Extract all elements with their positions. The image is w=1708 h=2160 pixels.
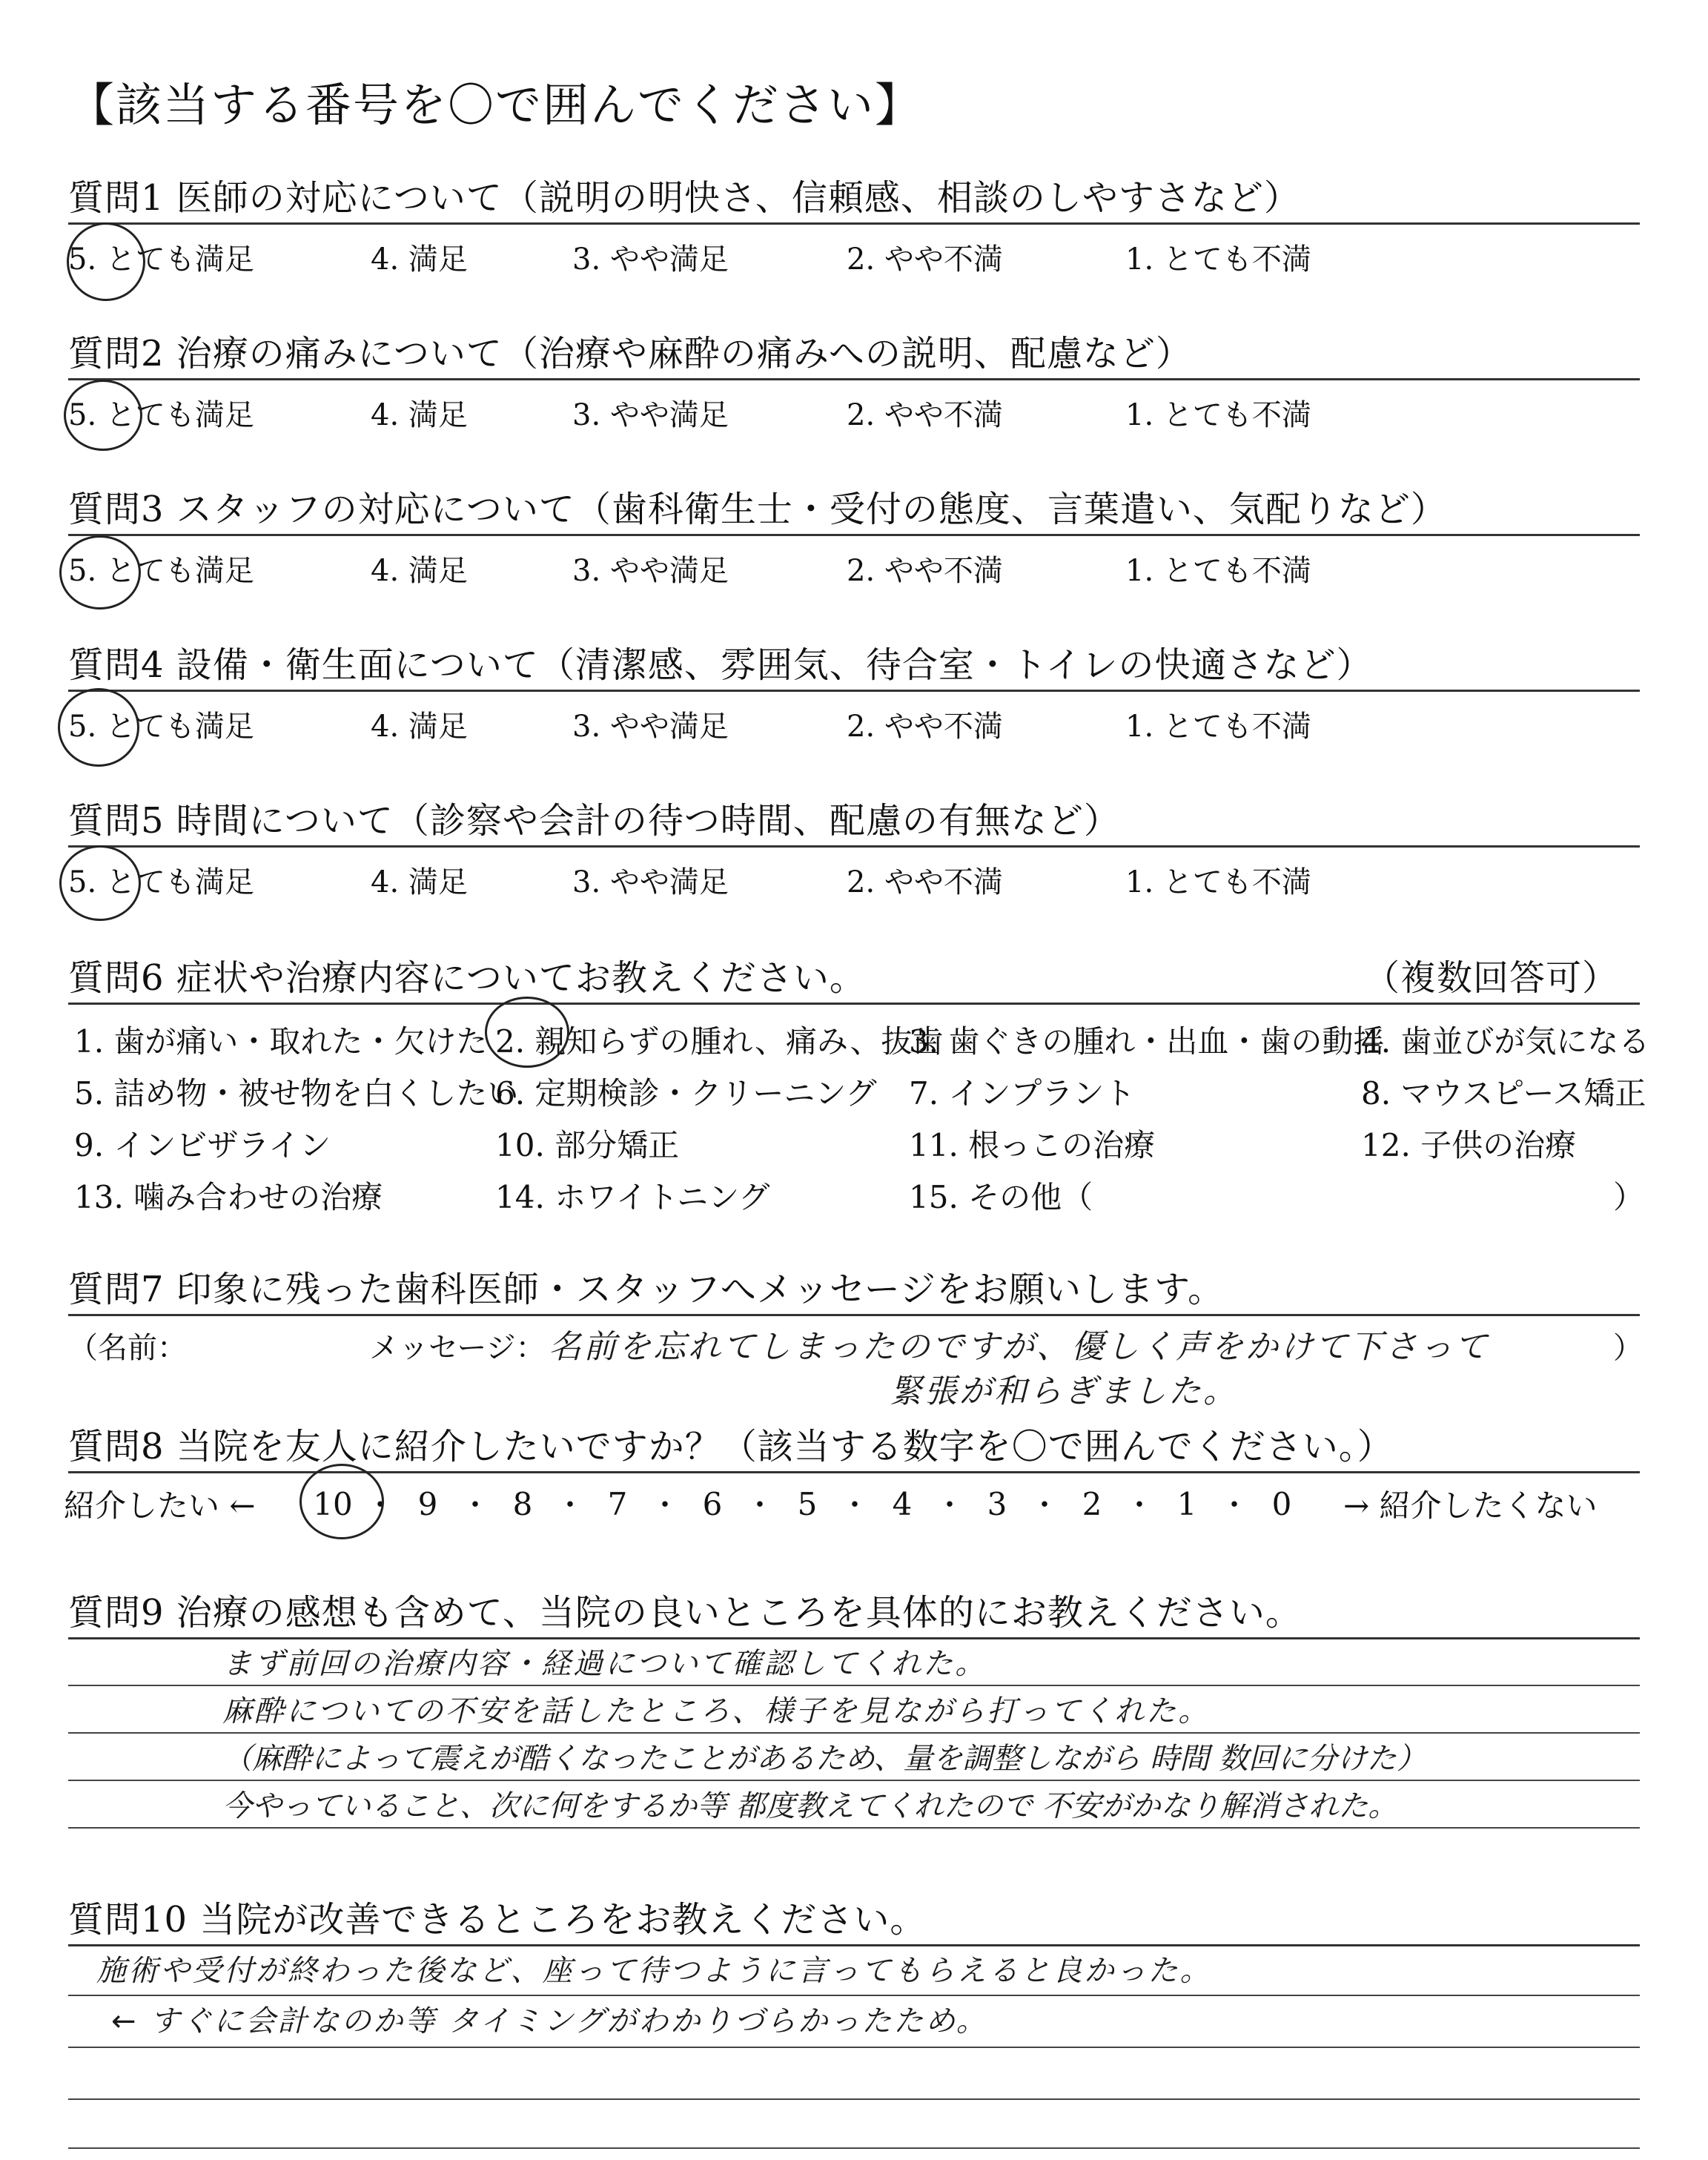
q9-answer-rule-2: [68, 1732, 1640, 1734]
q8-scale-10[interactable]: 10: [313, 1486, 353, 1522]
q10-answer-rule-2: [68, 2047, 1640, 2048]
q6-option-10[interactable]: 10. 部分矯正: [495, 1127, 680, 1163]
q6-option-7[interactable]: 7. インプラント: [909, 1075, 1136, 1112]
q8-selected-circle: [299, 1464, 384, 1539]
q4-label: 質問4 設備・衛生面について（清潔感、雰囲気、待合室・トイレの快適さなど）: [68, 644, 1373, 686]
q8-right-label: → 紹介したくない: [1343, 1487, 1598, 1524]
q6-option-14[interactable]: 14. ホワイトニング: [495, 1179, 770, 1215]
q3-label: 質問3 スタッフの対応について（歯科衛生士・受付の態度、言葉遣い、気配りなど）: [68, 489, 1447, 530]
q8-scale-4[interactable]: 4: [892, 1486, 913, 1522]
q5-option-2[interactable]: 2. やや不満: [847, 865, 1003, 899]
q1-divider: [68, 222, 1640, 225]
q1-option-2[interactable]: 2. やや不満: [847, 242, 1003, 277]
q6-option-6[interactable]: 6. 定期検診・クリーニング: [495, 1075, 877, 1112]
q5-option-4[interactable]: 4. 満足: [371, 865, 468, 899]
q8-separator: ・: [1219, 1488, 1249, 1522]
q8-separator: ・: [935, 1488, 964, 1522]
q10-answer-line-2: ← すぐに会計なのか等 タイミングがわかりづらかったため。: [111, 2004, 988, 2038]
q8-separator: ・: [650, 1488, 680, 1522]
q8-scale-1[interactable]: 1: [1176, 1486, 1197, 1522]
q2-selected-circle: [64, 380, 142, 451]
q3-option-4[interactable]: 4. 満足: [371, 554, 468, 588]
q8-separator: ・: [840, 1488, 870, 1522]
q8-scale-2[interactable]: 2: [1082, 1486, 1102, 1522]
q1-label: 質問1 医師の対応について（説明の明快さ、信頼感、相談のしやすさなど）: [68, 177, 1300, 219]
q3-option-5[interactable]: 5. とても満足: [68, 554, 254, 588]
q8-separator: ・: [555, 1488, 585, 1522]
q8-label: 質問8 当院を友人に紹介したいですか？（該当する数字を〇で囲んでください。）: [68, 1426, 1394, 1467]
q8-left-label: 紹介したい ←: [64, 1487, 256, 1524]
q8-scale-5[interactable]: 5: [797, 1486, 818, 1522]
q9-answer-rule-1: [68, 1685, 1640, 1686]
q9-answer-line-3: （麻酔によって震えが酷くなったことがあるため、量を調整しながら 時間 数回に分けた）: [222, 1742, 1426, 1776]
q6-option-11[interactable]: 11. 根っこの治療: [909, 1127, 1156, 1163]
q5-divider: [68, 845, 1640, 848]
q8-scale: [310, 1482, 1305, 1524]
q8-scale-3[interactable]: 3: [987, 1486, 1007, 1522]
q8-separator: ・: [1125, 1488, 1154, 1522]
q9-answer-rule-4: [68, 1827, 1640, 1829]
q10-answer-rule-4: [68, 2147, 1640, 2149]
q9-answer-line-4: 今やっていること、次に何をするか等 都度教えてくれたので 不安がかなり解消された。: [222, 1789, 1398, 1823]
q4-selected-circle: [58, 688, 139, 767]
q6-option-15-other[interactable]: 15. その他（: [909, 1179, 1093, 1215]
q4-option-5[interactable]: 5. とても満足: [68, 710, 254, 744]
q1-selected-circle: [67, 222, 145, 301]
q1-option-4[interactable]: 4. 満足: [371, 242, 468, 277]
q1-option-5[interactable]: 5. とても満足: [68, 242, 254, 277]
q4-option-4[interactable]: 4. 満足: [371, 710, 468, 744]
q5-option-5[interactable]: 5. とても満足: [68, 865, 254, 899]
q8-separator: ・: [1030, 1488, 1059, 1522]
q6-option-9[interactable]: 9. インビザライン: [74, 1127, 331, 1163]
q2-label: 質問2 治療の痛みについて（治療や麻酔の痛みへの説明、配慮など）: [68, 333, 1192, 374]
q9-label: 質問9 治療の感想も含めて、当院の良いところを具体的にお教えください。: [68, 1592, 1302, 1634]
q6-divider: [68, 1003, 1640, 1005]
q7-message-line-2: 緊張が和らぎました。: [890, 1373, 1238, 1410]
q2-option-5[interactable]: 5. とても満足: [68, 398, 254, 432]
q8-scale-9[interactable]: 9: [417, 1486, 438, 1522]
q5-selected-circle: [59, 845, 141, 921]
q2-divider: [68, 378, 1640, 380]
q10-answer-line-1: 施術や受付が終わった後など、座って待つように言ってもらえると良かった。: [96, 1954, 1212, 1988]
q2-option-3[interactable]: 3. やや満足: [572, 398, 729, 432]
q6-option-13[interactable]: 13. 噛み合わせの治療: [74, 1179, 383, 1215]
q6-label: 質問6 症状や治療内容についてお教えください。: [68, 957, 866, 999]
q7-message-label: メッセージ：: [369, 1331, 546, 1365]
q9-divider: [68, 1637, 1640, 1639]
q5-label: 質問5 時間について（診察や会計の待つ時間、配慮の有無など）: [68, 800, 1120, 842]
q4-option-3[interactable]: 3. やや満足: [572, 710, 729, 744]
q1-option-1[interactable]: 1. とても不満: [1125, 242, 1311, 277]
q3-option-1[interactable]: 1. とても不満: [1125, 554, 1311, 588]
q10-label: 質問10 当院が改善できるところをお教えください。: [68, 1899, 927, 1941]
q10-answer-rule-3: [68, 2098, 1640, 2100]
q9-answer-line-2: 麻酔についての不安を話したところ、様子を見ながら打ってくれた。: [222, 1694, 1211, 1728]
q7-label: 質問7 印象に残った歯科医師・スタッフへメッセージをお願いします。: [68, 1269, 1225, 1310]
q4-divider: [68, 690, 1640, 692]
q10-divider: [68, 1944, 1640, 1946]
q8-scale-7[interactable]: 7: [607, 1486, 628, 1522]
q6-option-3[interactable]: 3. 歯ぐきの腫れ・出血・歯の動揺: [909, 1023, 1385, 1060]
q7-close-paren: ）: [1613, 1331, 1643, 1365]
q8-scale-0[interactable]: 0: [1271, 1486, 1292, 1522]
q8-scale-6[interactable]: 6: [702, 1486, 723, 1522]
q6-other-close-paren: ）: [1613, 1179, 1645, 1215]
q8-separator: ・: [745, 1488, 775, 1522]
q6-option-8[interactable]: 8. マウスピース矯正: [1361, 1075, 1646, 1112]
q4-option-2[interactable]: 2. やや不満: [847, 710, 1003, 744]
q6-option-4[interactable]: 4. 歯並びが気になる: [1361, 1023, 1650, 1060]
q3-selected-circle: [59, 535, 141, 610]
q5-option-1[interactable]: 1. とても不満: [1125, 865, 1311, 899]
q7-name-label: （名前：: [68, 1331, 187, 1365]
q4-option-1[interactable]: 1. とても不満: [1125, 710, 1311, 744]
q2-option-1[interactable]: 1. とても不満: [1125, 398, 1311, 432]
q7-divider: [68, 1314, 1640, 1316]
q2-option-4[interactable]: 4. 満足: [371, 398, 468, 432]
q8-separator: ・: [365, 1488, 395, 1522]
q1-option-3[interactable]: 3. やや満足: [572, 242, 729, 277]
q6-option-12[interactable]: 12. 子供の治療: [1361, 1127, 1577, 1163]
q9-answer-rule-3: [68, 1780, 1640, 1781]
q6-option-2[interactable]: 2. 親知らずの腫れ、痛み、抜歯: [495, 1023, 944, 1060]
q5-option-3[interactable]: 3. やや満足: [572, 865, 729, 899]
q8-divider: [68, 1471, 1640, 1473]
q7-message-line-1: 名前を忘れてしまったのですが、優しく声をかけて下さって: [549, 1328, 1489, 1366]
q9-answer-line-1: まず前回の治療内容・経過について確認してくれた。: [222, 1647, 987, 1681]
q6-option-5[interactable]: 5. 詰め物・被せ物を白くしたい: [74, 1075, 519, 1112]
q8-scale-8[interactable]: 8: [512, 1486, 533, 1522]
q10-answer-rule-1: [68, 1995, 1640, 1996]
q8-separator: ・: [460, 1488, 490, 1522]
q3-option-3[interactable]: 3. やや満足: [572, 554, 729, 588]
q3-option-2[interactable]: 2. やや不満: [847, 554, 1003, 588]
q6-option-1[interactable]: 1. 歯が痛い・取れた・欠けた: [74, 1023, 488, 1060]
q6-selected-circle: [485, 997, 569, 1068]
q6-multi-answer-note: （複数回答可）: [1364, 957, 1619, 999]
page-title: 【該当する番号を〇で囲んでください】: [68, 78, 923, 132]
q3-divider: [68, 534, 1640, 536]
q2-option-2[interactable]: 2. やや不満: [847, 398, 1003, 432]
